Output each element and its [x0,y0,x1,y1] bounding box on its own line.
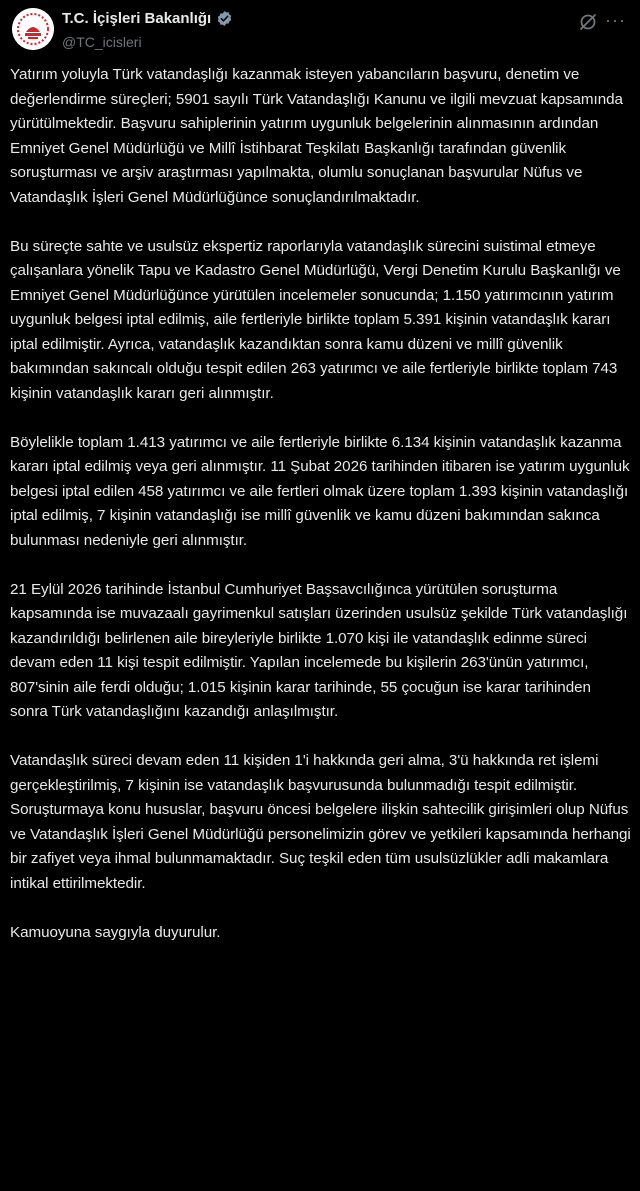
account-name-row [62,10,233,27]
post-paragraph: Bu süreçte sahte ve usulsüz ekspertiz raporlarıyla vatandaşlık sürecini suistimal etmeye çalışanlara yönelik Tapu ve Kadastro Genel Müdürlüğü, Vergi Denetim Kurulu Başkanlığı ve Emniyet Genel Müdürlüğünce yürütülen incelemeler sonucunda; 1.150 yatırımcının yatırım uygunluk belgesi iptal edilmiş, aile fertleriyle birlikte toplam 5.391 kişinin vatandaşlık kararı iptal edilmiştir. Ayrıca, vatandaşlık kazandıktan sonra kamu düzeni ve millî güvenlik bakımından sakıncalı olduğu tespit edilen 263 yatırımcı ve aile fertleriyle birlikte toplam 743 kişinin vatandaşlık kararı geri alınmıştır. [10,237,621,402]
post-paragraph: Kamuoyuna saygıyla duyurulur. [10,923,221,941]
ministry-emblem-icon [12,8,54,50]
account-handle[interactable]: @TC_icisleri [62,34,142,50]
more-options-icon[interactable]: ··· [605,10,626,30]
post-text [10,63,632,945]
account-name[interactable]: T.C. İçişleri Bakanlığı [62,10,212,27]
avatar[interactable] [12,8,54,50]
grok-icon[interactable] [578,12,598,32]
verified-badge-icon[interactable] [216,10,233,27]
post-header [0,0,640,62]
post-paragraph: 21 Eylül 2026 tarihinde İstanbul Cumhuriyet Başsavcılığınca yürütülen soruşturma kapsamında ise muvazaalı gayrimenkul satışları üzerinden usulsüz şekilde Türk vatandaşlığı kazandırıldığı belirlenen aile bireyleriyle birlikte 1.070 kişi ile vatandaşlık edinme süreci devam eden 11 kişi tespit edilmiştir. Yapılan incelemede bu kişilerin 263'ünün yatırımcı, 807'sinin aile ferdi olduğu; 1.015 kişinin karar tarihinde, 55 çocuğun ise karar tarihinden sonra Türk vatandaşlığını kazandığı anlaşılmıştır. [10,580,628,720]
post-paragraph: Vatandaşlık süreci devam eden 11 kişiden 1'i hakkında geri alma, 3'ü hakkında ret işlemi gerçekleştirilmiş, 7 kişinin ise vatandaşlık başvurusunda bulunmadığı tespit edilmiştir. Soruşturmaya konu hususlar, başvuru öncesi belgelere ilişkin sahtecilik girişimleri olup Nüfus ve Vatandaşlık İşleri Genel Müdürlüğü personelimizin görev ve yetkileri kapsamında herhangi bir zafiyet veya ihmal bulunmamaktadır. Suç teşkil eden tüm usulsüzlükler adli makamlara intikal ettirilmektedir. [10,752,631,892]
post-paragraph: Yatırım yoluyla Türk vatandaşlığı kazanmak isteyen yabancıların başvuru, denetim ve değerlendirme süreçleri; 5901 sayılı Türk Vatandaşlığı Kanunu ve ilgili mevzuat kapsamında yürütülmektedir. Başvuru sahiplerinin yatırım uygunluk belgelerinin alınmasının ardından Emniyet Genel Müdürlüğü ve Millî İstihbarat Teşkilatı Başkanlığı tarafından güvenlik soruşturması ve arşiv araştırması yapılmakta, olumlu sonuçlanan başvurular Nüfus ve Vatandaşlık İşleri Genel Müdürlüğünce sonuçlandırılmaktadır. [10,66,623,206]
post-paragraph: Böylelikle toplam 1.413 yatırımcı ve aile fertleriyle birlikte 6.134 kişinin vatandaşlık kazanma kararı iptal edilmiş veya geri alınmıştır. 11 Şubat 2026 tarihinden itibaren ise yatırım uygunluk belgesi iptal edilen 458 yatırımcı ve aile fertleri olmak üzere toplam 1.393 kişinin vatandaşlığı iptal edilmiş, 7 kişinin vatandaşlığı ise millî güvenlik ve kamu düzeni bakımından sakınca bulunması nedeniyle geri alınmıştır. [10,433,630,549]
